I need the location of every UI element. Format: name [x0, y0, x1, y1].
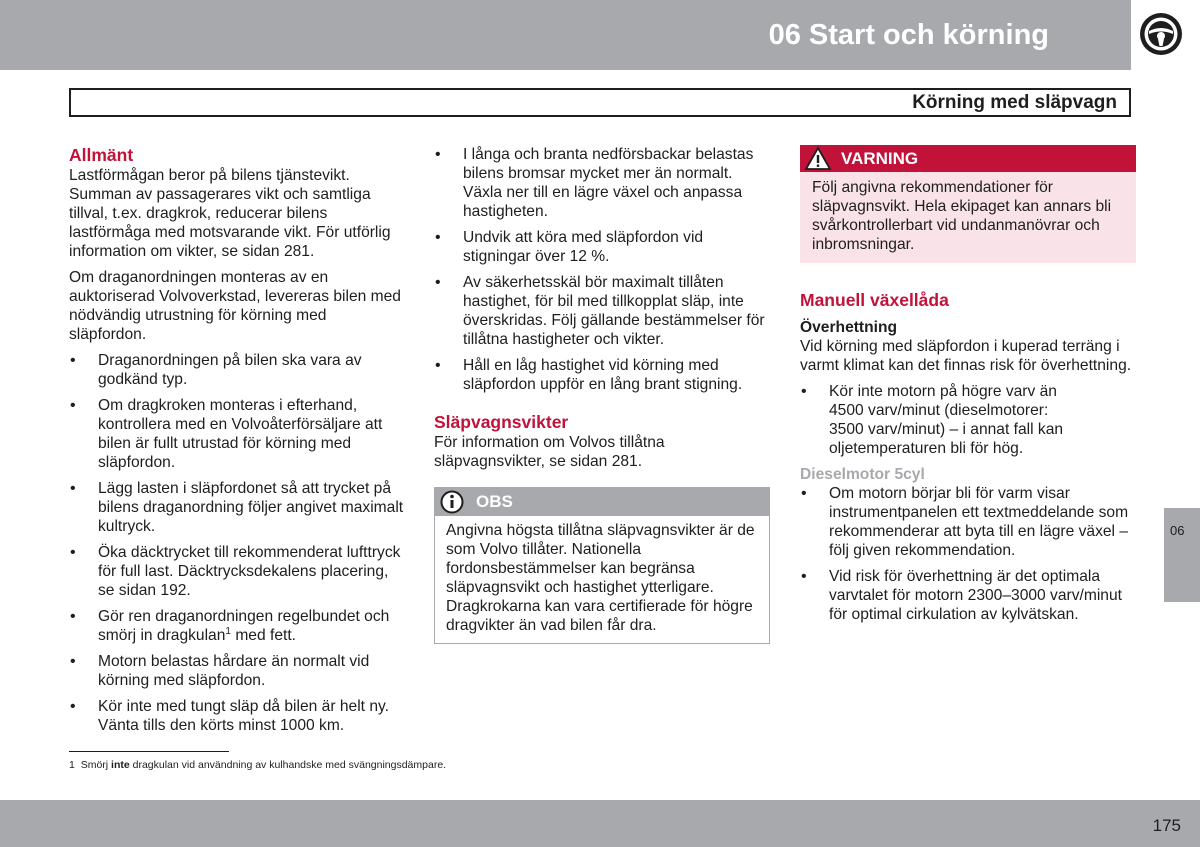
steering-wheel-icon: [1139, 12, 1183, 56]
list-item: • Vid risk för överhettning är det optimala varvtalet för motorn 2300–3000 varv/minut för optimal cirkulation av kylvätskan.: [800, 567, 1136, 624]
list-item: [69, 607, 405, 645]
heading-allmant: Allmänt: [69, 145, 134, 165]
footnote-emphasis: inte: [111, 759, 130, 771]
obs-label: OBS: [476, 492, 513, 511]
column-middle: [434, 145, 770, 644]
bullet-list: [434, 145, 770, 394]
footnote-divider: [69, 751, 229, 752]
info-icon: [439, 490, 465, 514]
paragraph: Vid körning med släpfordon i kuperad terräng i varmt klimat kan det finnas risk för överhettning.: [800, 338, 1132, 374]
page-number: 175: [1152, 816, 1181, 835]
obs-text: Angivna högsta tillåtna släpvagnsvikter är de som Volvo tillåter. Nationella fordonsbestämmelser kan begränsa släpvagnsvikt och hastighet ytterligare. Dragkrokarna kan vara certifierade för högre dragvikter än vad bilen får dra.: [446, 522, 755, 634]
side-tab-label: 06: [1170, 523, 1185, 538]
bullet-list: [800, 382, 1136, 458]
list-item: • Öka däcktrycket till rekommenderat lufttryck för full last. Däcktrycksdekalens placering, se sidan 192.: [69, 543, 405, 600]
footnote-ref: 1: [225, 626, 231, 637]
header-bar: [0, 0, 1131, 70]
bullet-list: [69, 351, 405, 735]
footnote-number: 1: [69, 759, 75, 771]
list-item-text: Gör ren draganordningen regelbundet och smörj in dragkulan: [98, 608, 390, 644]
footer-bar: [0, 800, 1200, 847]
warning-box: [800, 145, 1136, 263]
warning-header: [800, 145, 1136, 172]
column-left: [69, 145, 405, 742]
list-item: • Draganordningen på bilen ska vara av godkänd typ.: [69, 351, 405, 389]
list-item: • Kör inte med tungt släp då bilen är helt ny. Vänta tills den körts minst 1000 km.: [69, 697, 405, 735]
chapter-side-tab: [1164, 508, 1200, 602]
footnote-text: dragkulan vid användning av kulhandske med svängningsdämpare.: [129, 759, 447, 771]
list-item-text: med fett.: [230, 627, 296, 644]
chapter-icon-box: [1131, 0, 1200, 70]
obs-header: [435, 488, 769, 516]
warning-label: VARNING: [841, 149, 919, 168]
warning-text: Följ angivna rekommendationer för släpvagnsvikt. Hela ekipaget kan annars bli svårkontrollerbart vid undanmanövrar och inbromsningar.: [812, 179, 1112, 253]
subheading-overhettning: Överhettning: [800, 319, 898, 336]
bullet-list: [800, 484, 1136, 624]
footnote-text: Smörj: [80, 759, 112, 771]
section-title-box: [69, 88, 1131, 117]
obs-note-box: [434, 487, 770, 644]
list-item-line: 4500 varv/minut (dieselmotorer:: [829, 402, 1049, 419]
list-item: • Håll en låg hastighet vid körning med släpfordon uppför en lång brant stigning.: [434, 356, 770, 394]
column-right: [800, 145, 1136, 631]
list-item: • Undvik att köra med släpfordon vid stigningar över 12 %.: [434, 228, 770, 266]
list-item: • Lägg lasten i släpfordonet så att trycket på bilens draganordning följer angivet maximalt kultryck.: [69, 479, 405, 536]
chapter-title: 06 Start och körning: [768, 19, 1049, 51]
subheading-dieselmotor: Dieselmotor 5cyl: [800, 466, 925, 483]
section-title: Körning med släpvagn: [912, 92, 1117, 113]
list-item-line: • Kör inte motorn på högre varv än: [829, 383, 1057, 400]
paragraph: Om draganordningen monteras av en auktoriserad Volvoverkstad, levereras bilen med nödvändig utrustning för körning med släpfordon.: [69, 269, 401, 343]
paragraph: För information om Volvos tillåtna släpvagnsvikter, se sidan 281.: [434, 434, 665, 470]
footnote: [69, 759, 446, 771]
list-item: • Av säkerhetsskäl bör maximalt tillåten hastighet, för bil med tillkopplat släp, inte överskridas. Följ gällande bestämmelser för tillåtna hastigheter och vikter.: [434, 273, 770, 349]
list-item: • I långa och branta nedförsbackar belastas bilens bromsar mycket mer än normalt. Växla ner till en lägre växel och anpassa hastigheten.: [434, 145, 770, 221]
list-item: • Om motorn börjar bli för varm visar instrumentpanelen ett textmeddelande som rekommenderar att byta till en lägre växel – följ given rekommendation.: [800, 484, 1136, 560]
list-item: • Om dragkroken monteras i efterhand, kontrollera med en Volvoåterförsäljare att bilen är fullt utrustad för körning med släpfordon.: [69, 396, 405, 472]
paragraph: Lastförmågan beror på bilens tjänstevikt. Summan av passagerares vikt och samtliga tillval, t.ex. dragkrok, reducerar bilens lastförmåga med motsvarande vikt. För utförlig information om vikter, se sidan 281.: [69, 167, 391, 260]
list-item-line: 3500 varv/minut) – i annat fall kan oljetemperaturen bli för hög.: [829, 421, 1064, 457]
heading-slapvagnsvikter: Släpvagnsvikter: [434, 412, 569, 432]
warning-triangle-icon: [804, 146, 832, 171]
list-item: [800, 382, 1136, 458]
heading-manuell-vaxellada: Manuell växellåda: [800, 290, 949, 310]
list-item: • Motorn belastas hårdare än normalt vid körning med släpfordon.: [69, 652, 405, 690]
